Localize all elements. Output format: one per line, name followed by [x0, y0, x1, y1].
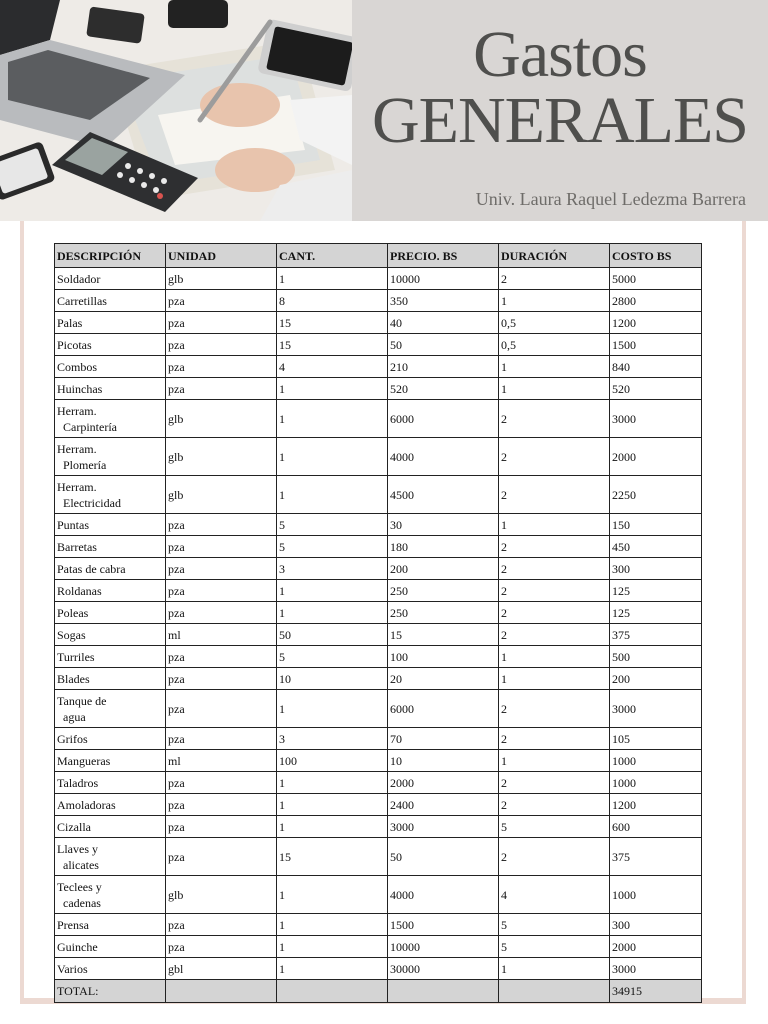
cell-quantity: 15 [277, 838, 388, 876]
table-row [55, 290, 702, 312]
cell-quantity: 8 [277, 290, 388, 312]
description-line: Carretillas [57, 293, 107, 308]
cell-price: 100 [388, 646, 499, 668]
cell-cost: 150 [610, 514, 702, 536]
total-empty-cell [166, 980, 277, 1003]
cell-duration: 2 [499, 400, 610, 438]
cell-cost: 1000 [610, 750, 702, 772]
cell-quantity: 1 [277, 400, 388, 438]
description-line: Poleas [57, 605, 89, 620]
description-line: Prensa [57, 917, 89, 932]
cell-price: 6000 [388, 690, 499, 728]
cell-quantity: 5 [277, 514, 388, 536]
cell-unit: pza [166, 816, 277, 838]
cell-quantity: 1 [277, 580, 388, 602]
cell-duration: 1 [499, 514, 610, 536]
cell-cost: 5000 [610, 268, 702, 290]
table-header-row [55, 244, 702, 268]
cell-cost: 2000 [610, 438, 702, 476]
total-label: TOTAL: [55, 980, 166, 1003]
table-row [55, 668, 702, 690]
desk-photo-illustration [0, 0, 352, 221]
cell-quantity: 1 [277, 476, 388, 514]
cell-price: 20 [388, 668, 499, 690]
cell-duration: 2 [499, 268, 610, 290]
table-body [55, 268, 702, 980]
cell-unit: pza [166, 728, 277, 750]
cell-description [55, 476, 166, 514]
cell-cost: 125 [610, 602, 702, 624]
cell-quantity: 10 [277, 668, 388, 690]
cell-cost: 2800 [610, 290, 702, 312]
cell-cost: 1000 [610, 876, 702, 914]
cell-description [55, 646, 166, 668]
column-header: PRECIO. BS [388, 244, 499, 268]
cell-price: 10 [388, 750, 499, 772]
cell-duration: 2 [499, 690, 610, 728]
cell-quantity: 1 [277, 958, 388, 980]
description-line: Carpintería [63, 419, 117, 434]
cell-price: 6000 [388, 400, 499, 438]
table-row [55, 558, 702, 580]
table-row [55, 750, 702, 772]
cell-description [55, 334, 166, 356]
cell-description [55, 914, 166, 936]
cell-duration: 4 [499, 876, 610, 914]
cell-description [55, 936, 166, 958]
cell-description [55, 536, 166, 558]
cell-unit: glb [166, 476, 277, 514]
cell-description [55, 356, 166, 378]
cell-cost: 1000 [610, 772, 702, 794]
cell-description [55, 728, 166, 750]
table-row [55, 312, 702, 334]
cell-duration: 1 [499, 290, 610, 312]
cell-duration: 2 [499, 536, 610, 558]
table-row [55, 536, 702, 558]
description-line: Puntas [57, 517, 90, 532]
cell-cost: 3000 [610, 958, 702, 980]
cell-cost: 2000 [610, 936, 702, 958]
table-row [55, 958, 702, 980]
cell-unit: pza [166, 668, 277, 690]
description-line: Taladros [57, 775, 99, 790]
cell-cost: 300 [610, 558, 702, 580]
table-row [55, 838, 702, 876]
cell-price: 520 [388, 378, 499, 400]
cell-unit: pza [166, 936, 277, 958]
cell-duration: 5 [499, 914, 610, 936]
description-line: Herram. [57, 441, 97, 456]
cell-quantity: 15 [277, 334, 388, 356]
cell-description [55, 290, 166, 312]
description-line: Herram. [57, 403, 97, 418]
cell-unit: pza [166, 772, 277, 794]
table-row [55, 772, 702, 794]
cell-unit: pza [166, 334, 277, 356]
cell-cost: 300 [610, 914, 702, 936]
description-line: Combos [57, 359, 98, 374]
description-line: Electricidad [63, 495, 121, 510]
cell-quantity: 1 [277, 816, 388, 838]
header-photo [0, 0, 352, 221]
table-row [55, 268, 702, 290]
description-line: Herram. [57, 479, 97, 494]
cell-description [55, 438, 166, 476]
cell-cost: 1500 [610, 334, 702, 356]
cell-description [55, 958, 166, 980]
cell-quantity: 1 [277, 602, 388, 624]
cell-price: 50 [388, 334, 499, 356]
cell-duration: 1 [499, 356, 610, 378]
cell-description [55, 750, 166, 772]
cell-duration: 2 [499, 772, 610, 794]
cell-quantity: 1 [277, 378, 388, 400]
description-line: Huinchas [57, 381, 103, 396]
cell-cost: 840 [610, 356, 702, 378]
cell-unit: pza [166, 914, 277, 936]
cell-unit: pza [166, 580, 277, 602]
cell-quantity: 5 [277, 646, 388, 668]
cell-cost: 600 [610, 816, 702, 838]
cell-quantity: 5 [277, 536, 388, 558]
description-line: Mangueras [57, 753, 111, 768]
table-row [55, 438, 702, 476]
table-row [55, 646, 702, 668]
document-title-line-2: GENERALES [372, 84, 748, 157]
cell-description [55, 268, 166, 290]
cell-duration: 1 [499, 958, 610, 980]
table-row [55, 624, 702, 646]
cell-description [55, 668, 166, 690]
cell-cost: 500 [610, 646, 702, 668]
table-row [55, 602, 702, 624]
cell-quantity: 1 [277, 690, 388, 728]
cell-price: 210 [388, 356, 499, 378]
cell-price: 30 [388, 514, 499, 536]
description-line: Blades [57, 671, 90, 686]
cell-unit: ml [166, 750, 277, 772]
author-name: Univ. Laura Raquel Ledezma Barrera [475, 189, 746, 209]
cell-quantity: 15 [277, 312, 388, 334]
cell-cost: 375 [610, 838, 702, 876]
description-line: Turriles [57, 649, 95, 664]
table-row [55, 936, 702, 958]
cell-quantity: 1 [277, 268, 388, 290]
description-line: Cizalla [57, 819, 91, 834]
cell-price: 15 [388, 624, 499, 646]
cell-description [55, 580, 166, 602]
cell-price: 350 [388, 290, 499, 312]
cell-unit: pza [166, 290, 277, 312]
cell-cost: 2250 [610, 476, 702, 514]
table-row [55, 476, 702, 514]
table-row [55, 794, 702, 816]
cell-duration: 5 [499, 936, 610, 958]
description-line: Teclees y [57, 879, 102, 894]
cell-price: 30000 [388, 958, 499, 980]
cell-cost: 450 [610, 536, 702, 558]
cell-quantity: 1 [277, 438, 388, 476]
total-value: 34915 [610, 980, 702, 1003]
cell-unit: pza [166, 794, 277, 816]
cell-unit: glb [166, 876, 277, 914]
cell-cost: 200 [610, 668, 702, 690]
column-header: DESCRIPCIÓN [55, 244, 166, 268]
table-row [55, 914, 702, 936]
cell-unit: pza [166, 602, 277, 624]
title-block [352, 0, 768, 221]
total-row [55, 980, 702, 1003]
cell-cost: 125 [610, 580, 702, 602]
cell-unit: pza [166, 378, 277, 400]
cell-quantity: 3 [277, 728, 388, 750]
cell-cost: 520 [610, 378, 702, 400]
cell-cost: 3000 [610, 400, 702, 438]
cell-quantity: 50 [277, 624, 388, 646]
cell-duration: 2 [499, 728, 610, 750]
cell-quantity: 100 [277, 750, 388, 772]
cell-unit: glb [166, 400, 277, 438]
cell-description [55, 816, 166, 838]
cell-price: 4000 [388, 876, 499, 914]
cell-description [55, 514, 166, 536]
cell-description [55, 558, 166, 580]
cell-description [55, 400, 166, 438]
cell-duration: 2 [499, 794, 610, 816]
cell-unit: glb [166, 268, 277, 290]
cell-duration: 0,5 [499, 312, 610, 334]
cell-duration: 1 [499, 750, 610, 772]
cell-description [55, 838, 166, 876]
cell-unit: pza [166, 646, 277, 668]
description-line: Picotas [57, 337, 92, 352]
table-row [55, 378, 702, 400]
cell-unit: pza [166, 312, 277, 334]
cell-price: 2000 [388, 772, 499, 794]
description-line: Grifos [57, 731, 88, 746]
description-line: Patas de cabra [57, 561, 126, 576]
cell-unit: pza [166, 838, 277, 876]
cell-description [55, 794, 166, 816]
document-title-line-1: Gastos [473, 18, 647, 91]
cell-quantity: 4 [277, 356, 388, 378]
cell-unit: ml [166, 624, 277, 646]
table-row [55, 356, 702, 378]
cell-price: 3000 [388, 816, 499, 838]
description-line: alicates [63, 857, 99, 872]
cell-duration: 2 [499, 438, 610, 476]
cell-quantity: 3 [277, 558, 388, 580]
table-row [55, 816, 702, 838]
cell-unit: pza [166, 536, 277, 558]
table-row [55, 400, 702, 438]
cell-price: 4500 [388, 476, 499, 514]
header-banner [0, 0, 768, 221]
description-line: Plomería [63, 457, 107, 472]
cell-quantity: 1 [277, 876, 388, 914]
cell-cost: 105 [610, 728, 702, 750]
description-line: Amoladoras [57, 797, 116, 812]
cell-duration: 0,5 [499, 334, 610, 356]
cell-cost: 1200 [610, 312, 702, 334]
column-header: COSTO BS [610, 244, 702, 268]
cell-description [55, 690, 166, 728]
total-empty-cell [277, 980, 388, 1003]
cell-price: 50 [388, 838, 499, 876]
cell-description [55, 772, 166, 794]
description-line: Varios [57, 961, 88, 976]
cell-price: 4000 [388, 438, 499, 476]
cell-price: 70 [388, 728, 499, 750]
table-row [55, 728, 702, 750]
cell-duration: 2 [499, 580, 610, 602]
cell-unit: gbl [166, 958, 277, 980]
column-header: UNIDAD [166, 244, 277, 268]
cell-cost: 375 [610, 624, 702, 646]
cell-quantity: 1 [277, 936, 388, 958]
description-line: agua [63, 709, 86, 724]
total-empty-cell [499, 980, 610, 1003]
description-line: Barretas [57, 539, 97, 554]
description-line: cadenas [63, 895, 101, 910]
description-line: Sogas [57, 627, 86, 642]
cell-duration: 1 [499, 378, 610, 400]
table-row [55, 580, 702, 602]
description-line: Palas [57, 315, 83, 330]
cell-unit: glb [166, 438, 277, 476]
cell-quantity: 1 [277, 914, 388, 936]
column-header: DURACIÓN [499, 244, 610, 268]
cell-description [55, 312, 166, 334]
cell-duration: 2 [499, 558, 610, 580]
table-row [55, 334, 702, 356]
cell-description [55, 624, 166, 646]
cell-duration: 2 [499, 602, 610, 624]
cell-price: 10000 [388, 936, 499, 958]
cell-price: 200 [388, 558, 499, 580]
cell-duration: 5 [499, 816, 610, 838]
cell-price: 1500 [388, 914, 499, 936]
cell-description [55, 876, 166, 914]
cell-price: 250 [388, 580, 499, 602]
cell-description [55, 602, 166, 624]
cell-unit: pza [166, 514, 277, 536]
cell-unit: pza [166, 558, 277, 580]
cell-cost: 3000 [610, 690, 702, 728]
cell-duration: 1 [499, 646, 610, 668]
cell-duration: 2 [499, 476, 610, 514]
total-empty-cell [388, 980, 499, 1003]
description-line: Guinche [57, 939, 98, 954]
cell-unit: pza [166, 356, 277, 378]
description-line: Roldanas [57, 583, 102, 598]
description-line: Llaves y [57, 841, 98, 856]
description-line: Tanque de [57, 693, 107, 708]
cell-quantity: 1 [277, 794, 388, 816]
cell-price: 2400 [388, 794, 499, 816]
cell-unit: pza [166, 690, 277, 728]
cell-price: 250 [388, 602, 499, 624]
table-row [55, 690, 702, 728]
cell-quantity: 1 [277, 772, 388, 794]
cell-price: 40 [388, 312, 499, 334]
cell-price: 180 [388, 536, 499, 558]
cell-duration: 1 [499, 668, 610, 690]
cell-duration: 2 [499, 838, 610, 876]
column-header: CANT. [277, 244, 388, 268]
cell-cost: 1200 [610, 794, 702, 816]
table-row [55, 514, 702, 536]
expenses-table [54, 243, 702, 1003]
table-row [55, 876, 702, 914]
description-line: Soldador [57, 271, 101, 286]
cell-price: 10000 [388, 268, 499, 290]
cell-description [55, 378, 166, 400]
cell-duration: 2 [499, 624, 610, 646]
